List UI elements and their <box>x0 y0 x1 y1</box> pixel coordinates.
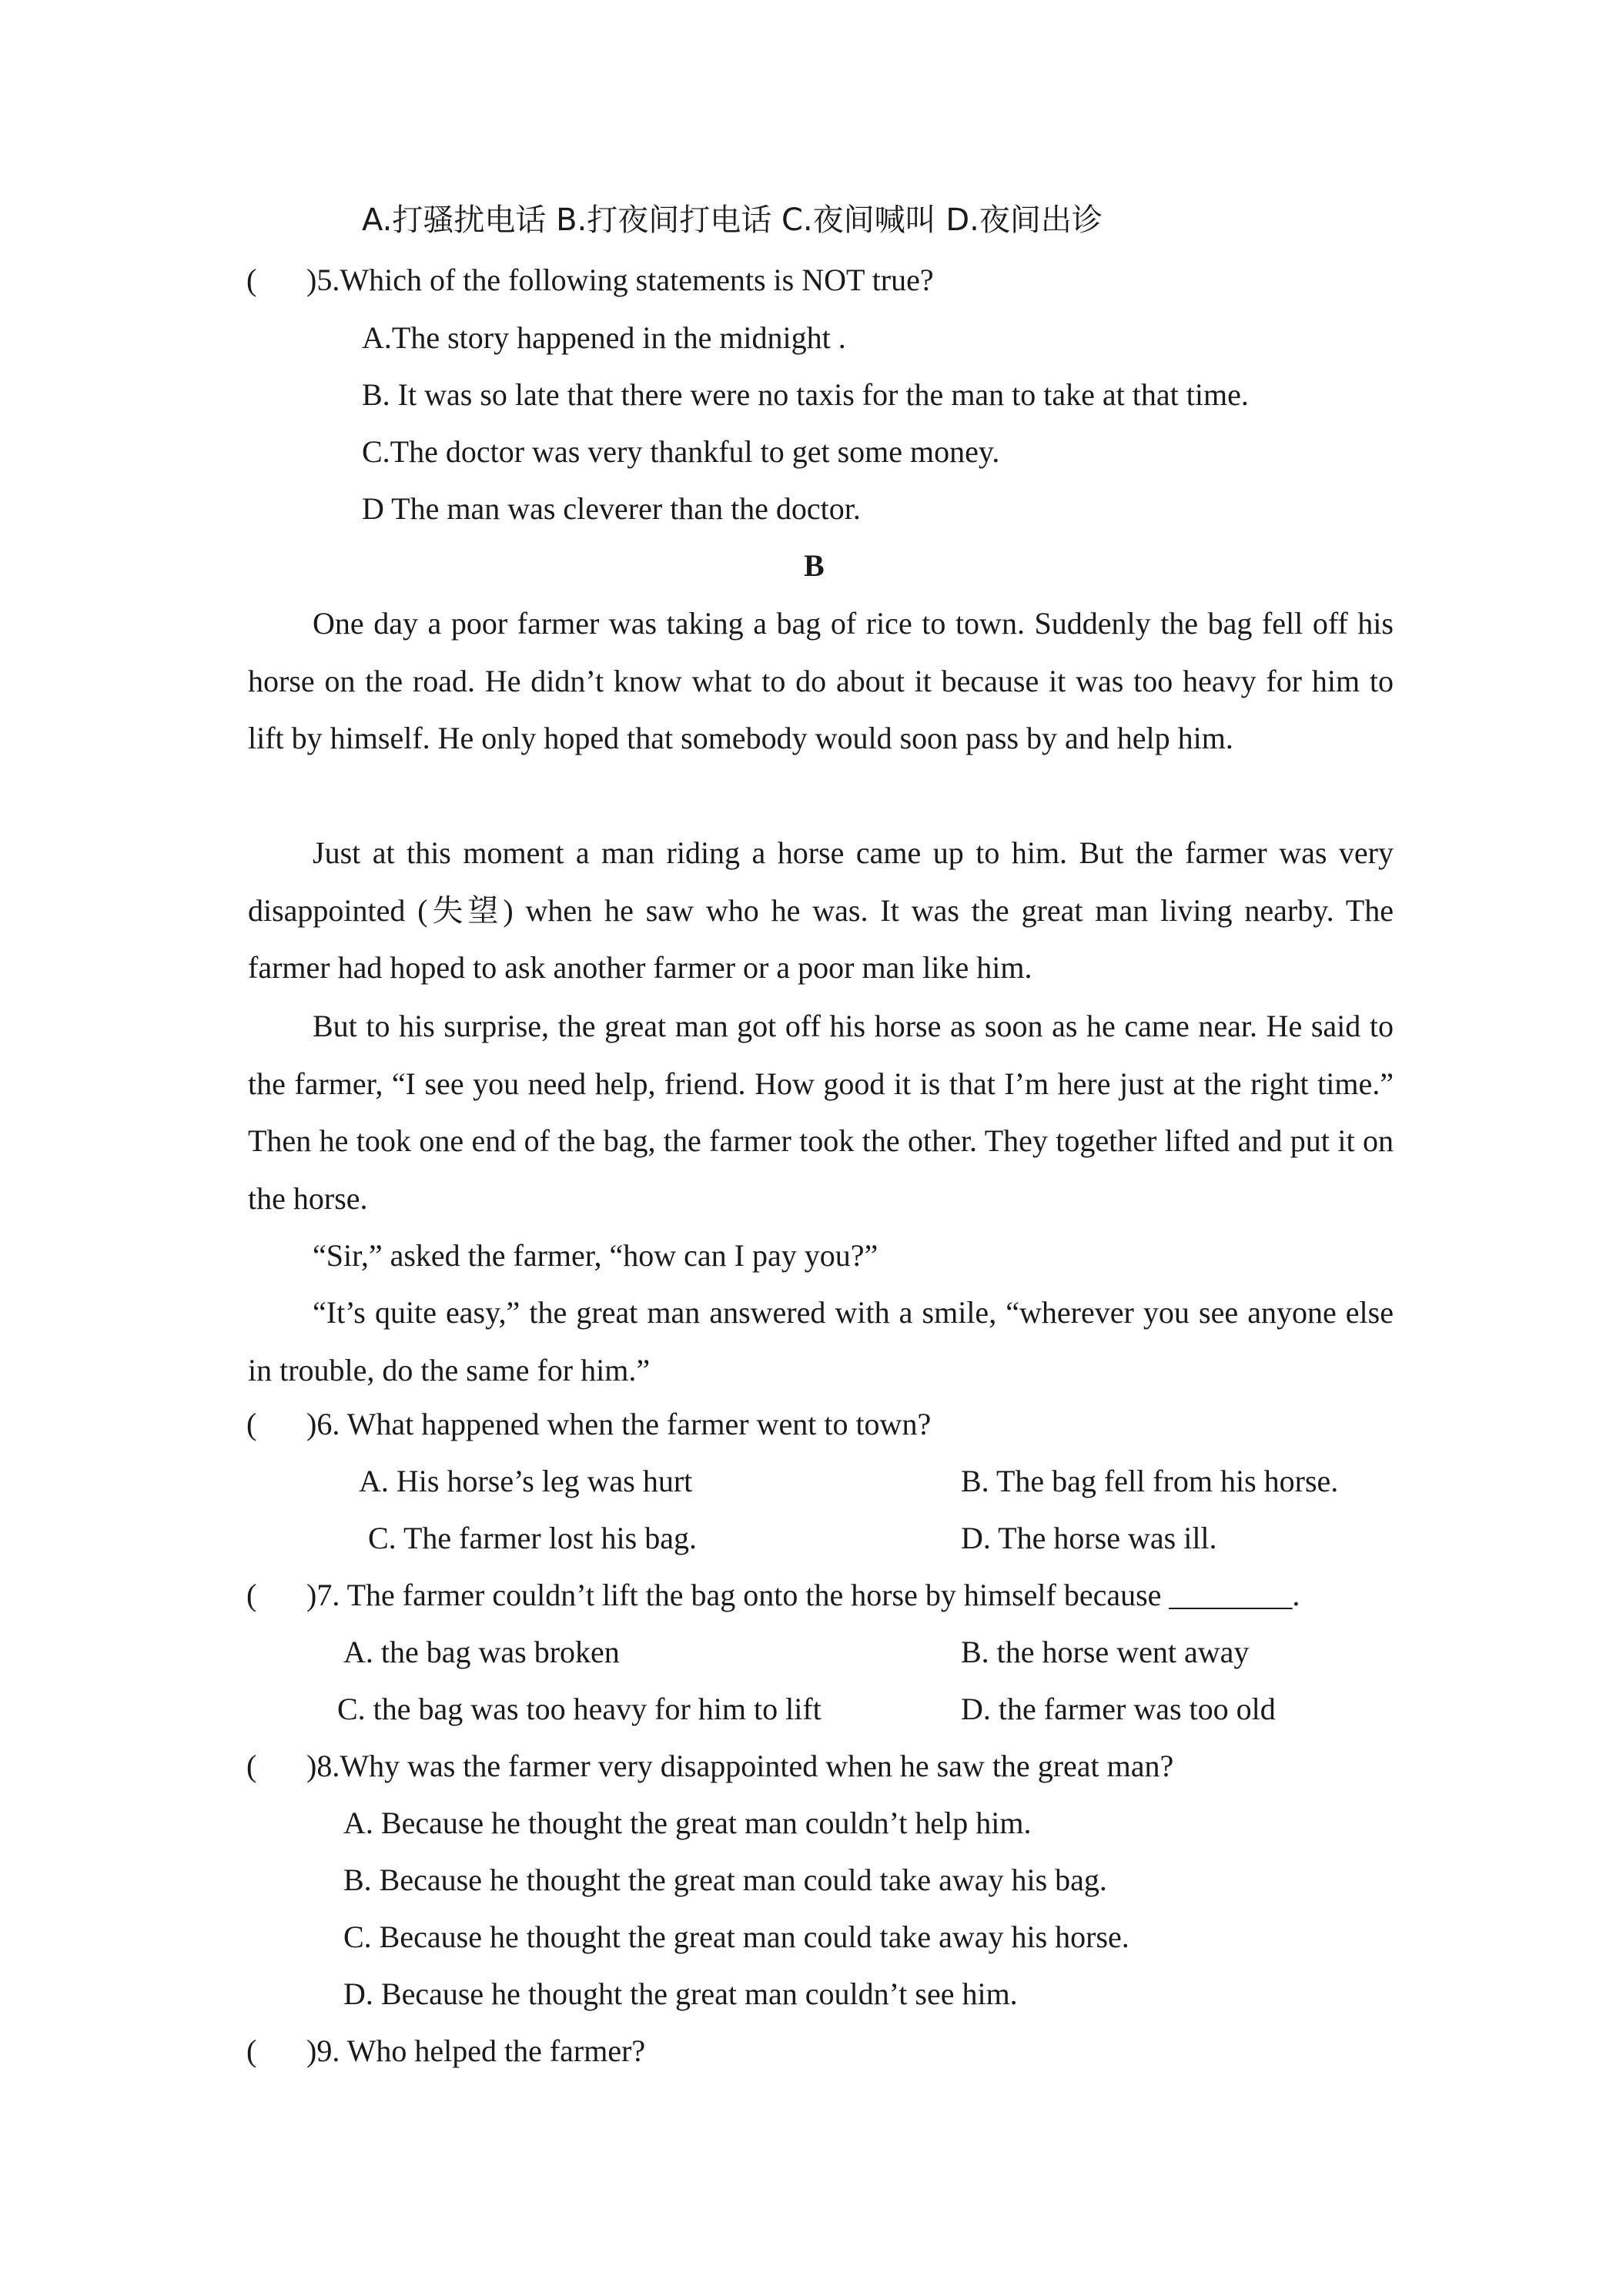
passage-paragraph-4 <box>248 1227 1394 1285</box>
q6-option-c: C. The farmer lost his bag. <box>368 1521 697 1555</box>
q8-option-a: A. Because he thought the great man couldn’t help him. <box>343 1806 1032 1840</box>
q7-option-d: D. the farmer was too old <box>961 1692 1276 1726</box>
passage-paragraph-1 <box>248 595 1394 768</box>
q6-option-d: D. The horse was ill. <box>961 1521 1217 1555</box>
q6-option-a: A. His horse’s leg was hurt <box>359 1464 693 1498</box>
passage-paragraph-3 <box>248 998 1394 1227</box>
q8-option-b: B. Because he thought the great man could take away his bag. <box>343 1863 1107 1897</box>
q6-answer-paren: ( <box>246 1407 257 1441</box>
passage-paragraph-2 <box>248 825 1394 997</box>
passage-paragraph-5 <box>248 1284 1394 1399</box>
q5-option-b: B. It was so late that there were no taxis for the man to take at that time. <box>362 377 1249 412</box>
q7-stem: )7. The farmer couldn’t lift the bag onto the horse by himself because ________. <box>306 1578 1300 1612</box>
q6-stem: )6. What happened when the farmer went to town? <box>306 1407 932 1441</box>
q7-option-b: B. the horse went away <box>961 1635 1250 1669</box>
q9-answer-paren: ( <box>246 2033 257 2068</box>
q7-answer-paren: ( <box>246 1578 257 1612</box>
passage-paragraph-5-text: “It’s quite easy,” the great man answered with a smile, “wherever you see anyone else in trouble, do the same for him.” <box>248 1295 1394 1387</box>
q5-answer-paren: ( <box>246 263 257 297</box>
q8-option-d: D. Because he thought the great man couldn’t see him. <box>343 1976 1018 2011</box>
q5-stem: )5.Which of the following statements is NOT true? <box>306 263 934 297</box>
passage-paragraph-4-text: “Sir,” asked the farmer, “how can I pay you?” <box>313 1238 878 1273</box>
q7-option-c: C. the bag was too heavy for him to lift <box>337 1692 822 1726</box>
passage-paragraph-3-text: But to his surprise, the great man got off his horse as soon as he came near. He said to the farmer, “I see you need help, friend. How good it is that I’m here just at the right time.” Then he took one end of the bag, the farmer took the other. They together lifted and put it on the horse. <box>248 1009 1394 1216</box>
q6-option-b: B. The bag fell from his horse. <box>961 1464 1339 1498</box>
q8-stem: )8.Why was the farmer very disappointed when he saw the great man? <box>306 1749 1174 1783</box>
q7-option-a: A. the bag was broken <box>343 1635 620 1669</box>
q8-answer-paren: ( <box>246 1749 257 1783</box>
q4-options-line: A.打骚扰电话 B.打夜间打电话 C.夜间喊叫 D.夜间出诊 <box>362 202 1103 238</box>
q5-option-a: A.The story happened in the midnight . <box>362 320 846 355</box>
q9-stem: )9. Who helped the farmer? <box>306 2033 646 2068</box>
passage-paragraph-2-text: Just at this moment a man riding a horse came up to him. But the farmer was very disappointed (失望) when he saw who he was. It was the great man living nearby. The farmer had hoped to ask another farmer or a poor man like him. <box>248 835 1394 985</box>
q5-option-d: D The man was cleverer than the doctor. <box>362 491 861 526</box>
q5-option-c: C.The doctor was very thankful to get some money. <box>362 434 1000 469</box>
q8-option-c: C. Because he thought the great man could take away his horse. <box>343 1919 1129 1954</box>
section-b-heading: B <box>804 548 825 583</box>
passage-paragraph-1-text: One day a poor farmer was taking a bag of rice to town. Suddenly the bag fell off his horse on the road. He didn’t know what to do about it because it was too heavy for him to lift by himself. He only hoped that somebody would soon pass by and help him. <box>248 606 1394 755</box>
